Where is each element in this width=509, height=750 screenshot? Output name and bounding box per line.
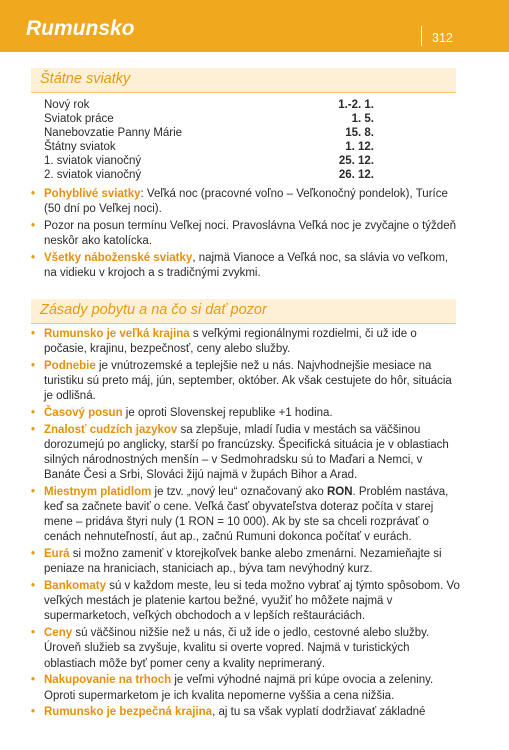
bullet-icon: • — [31, 188, 36, 200]
item-lead: Bankomaty — [44, 580, 106, 593]
item-text: si možno zameniť v ktorejkoľvek banke alebo zmenárni. Nezamieňajte si peniaze na hraniciach, staniciach ap., býva tam nevýhodný kurz. — [44, 548, 442, 576]
bullet-icon: • — [31, 251, 36, 264]
holiday-date: 15. 8. — [345, 127, 374, 139]
section-heading-rules — [31, 299, 456, 324]
item-lead: Eurá — [44, 548, 70, 561]
item-text: je tzv. „nový leu“ označovaný ako — [151, 486, 327, 499]
holiday-date: 25. 12. — [338, 155, 374, 167]
list-item — [31, 626, 461, 671]
holiday-name: Sviatok práce — [44, 113, 114, 125]
holiday-row — [44, 126, 374, 140]
item-text: Pozor na posun termínu Veľkej noci. Pravoslávna Veľká noc je zvyčajne o týždeň neskôr ako katolícka. — [44, 219, 456, 248]
item-text: sú v každom meste, leu si teda možno vybrať aj týmto spôsobom. Vo veľkých mestách je platenie kartou bežné, využiť ho môžete najmä v supermarketoch, veľkých obchodoch a v lepších reštauráciách. — [44, 580, 460, 623]
holiday-name: 2. sviatok vianočný — [44, 169, 142, 181]
bullet-icon: • — [31, 328, 36, 340]
list-item — [31, 219, 461, 249]
holiday-row — [44, 112, 374, 126]
bullet-icon: • — [31, 423, 36, 436]
section-heading-text: Zásady pobytu a na čo si dať pozor — [40, 302, 267, 318]
list-item — [31, 406, 461, 421]
bullet-icon: • — [31, 359, 36, 372]
item-text: s veľkými regionálnymi rozdielmi, či už ide o počasie, krajinu, bezpečnosť, ceny alebo služby. — [44, 328, 417, 356]
holiday-date: 26. 12. — [338, 169, 374, 181]
holiday-row — [44, 168, 374, 182]
list-item — [31, 359, 461, 404]
bullet-icon: • — [31, 407, 36, 420]
list-item — [31, 423, 461, 483]
item-text: sa zlepšuje, mladí ľudia v mestách sa väčšinou dorozumejú po anglicky, starší po francúzsky. Špecifická situácia je v oblastiach silných národnostných menšín – v Sedmohradsku sú to Maďari a Nemci, v Banáte Česi a Srbi, Slováci žijú najmä v župách Bihor a Arad. — [44, 423, 449, 482]
list-item — [31, 251, 461, 281]
list-item — [31, 485, 461, 545]
rules-list — [31, 327, 461, 722]
list-item — [31, 673, 461, 703]
holiday-row — [44, 154, 374, 168]
list-item — [31, 547, 461, 577]
section-heading-holidays — [31, 68, 456, 93]
header-divider — [421, 26, 422, 46]
bullet-icon: • — [31, 486, 36, 499]
item-text: je oproti Slovenskej republike +1 hodina. — [122, 407, 333, 420]
list-item — [31, 327, 461, 357]
holiday-name: 1. sviatok vianočný — [44, 155, 142, 167]
holiday-row — [44, 98, 374, 112]
item-lead: Rumunsko je bezpečná krajina — [44, 706, 213, 719]
item-lead: Pohyblivé sviatky — [44, 188, 141, 200]
holiday-notes-list — [31, 187, 461, 283]
bullet-icon: • — [31, 706, 36, 719]
item-text: , aj tu sa však vyplatí dodržiavať základné — [212, 706, 426, 719]
item-text: . Problém nastáva, keď sa začnete baviť o cene. Veľká časť obyvateľstva doteraz počíta v starej mene – pridáva štyri nuly (1 RON = 10 000). Ak by ste sa chceli rozprávať o cenách nehnuteľností, áut ap., začnú Rumuni dokonca počítať v eurách. — [44, 486, 449, 544]
bullet-icon: • — [31, 674, 36, 687]
item-lead: Znalosť cudzích jazykov — [44, 423, 178, 436]
item-lead: Všetky náboženské sviatky — [44, 251, 193, 264]
list-item — [31, 187, 461, 217]
bullet-icon: • — [31, 219, 36, 232]
item-lead: Rumunsko je veľká krajina — [44, 328, 190, 340]
item-text: je veľmi výhodné najmä pri kúpe ovocia a zeleniny. Oproti supermarketom je ich kvalita nepomerne vyššia a cena nižšia. — [44, 674, 434, 702]
holiday-date: 1. 5. — [351, 113, 374, 125]
item-lead: Miestnym platidlom — [44, 486, 152, 499]
bullet-icon: • — [31, 627, 36, 640]
section-heading-text: Štátne sviatky — [40, 71, 131, 87]
item-text: , najmä Vianoce a Veľká noc, sa slávia vo veľkom, na vidieku v krojoch a s tradičnými zvykmi. — [44, 251, 449, 280]
holiday-name: Nanebovzatie Panny Márie — [44, 127, 183, 139]
item-lead: Podnebie — [44, 359, 96, 372]
list-item — [31, 579, 461, 624]
holiday-name: Nový rok — [44, 99, 90, 111]
holiday-name: Štátny sviatok — [44, 141, 116, 153]
item-lead: Ceny — [44, 627, 73, 640]
page-number: 312 — [432, 31, 453, 45]
bullet-icon: • — [31, 580, 36, 593]
holiday-table — [44, 98, 374, 182]
item-text: sú väčšinou nižšie než u nás, či už ide o jedlo, cestovné alebo služby. Úroveň služieb sa zvyšuje, kvalitu si overte vopred. Najmä v turistických oblastiach môže byť pomer ceny a kvality neprimeraný. — [44, 627, 430, 670]
item-lead: Časový posun — [44, 407, 123, 420]
item-text: : Veľká noc (pracovné voľno – Veľkonočný pondelok), Turíce (50 dní po Veľkej noci). — [44, 188, 448, 216]
item-lead: Nakupovanie na trhoch — [44, 674, 172, 687]
holiday-date: 1. 12. — [345, 141, 374, 153]
page-header — [0, 0, 509, 52]
list-item — [31, 705, 461, 720]
item-text: je vnútrozemské a teplejšie než u nás. Najvhodnejšie mesiace na turistiku sú preto máj, jún, september, október. Ak však cestujete do hôr, situácia je odlišná. — [44, 359, 452, 403]
chapter-title: Rumunsko — [26, 17, 135, 40]
currency-code: RON — [326, 486, 353, 499]
bullet-icon: • — [31, 548, 36, 561]
holiday-row — [44, 140, 374, 154]
holiday-date: 1.-2. 1. — [338, 99, 374, 111]
